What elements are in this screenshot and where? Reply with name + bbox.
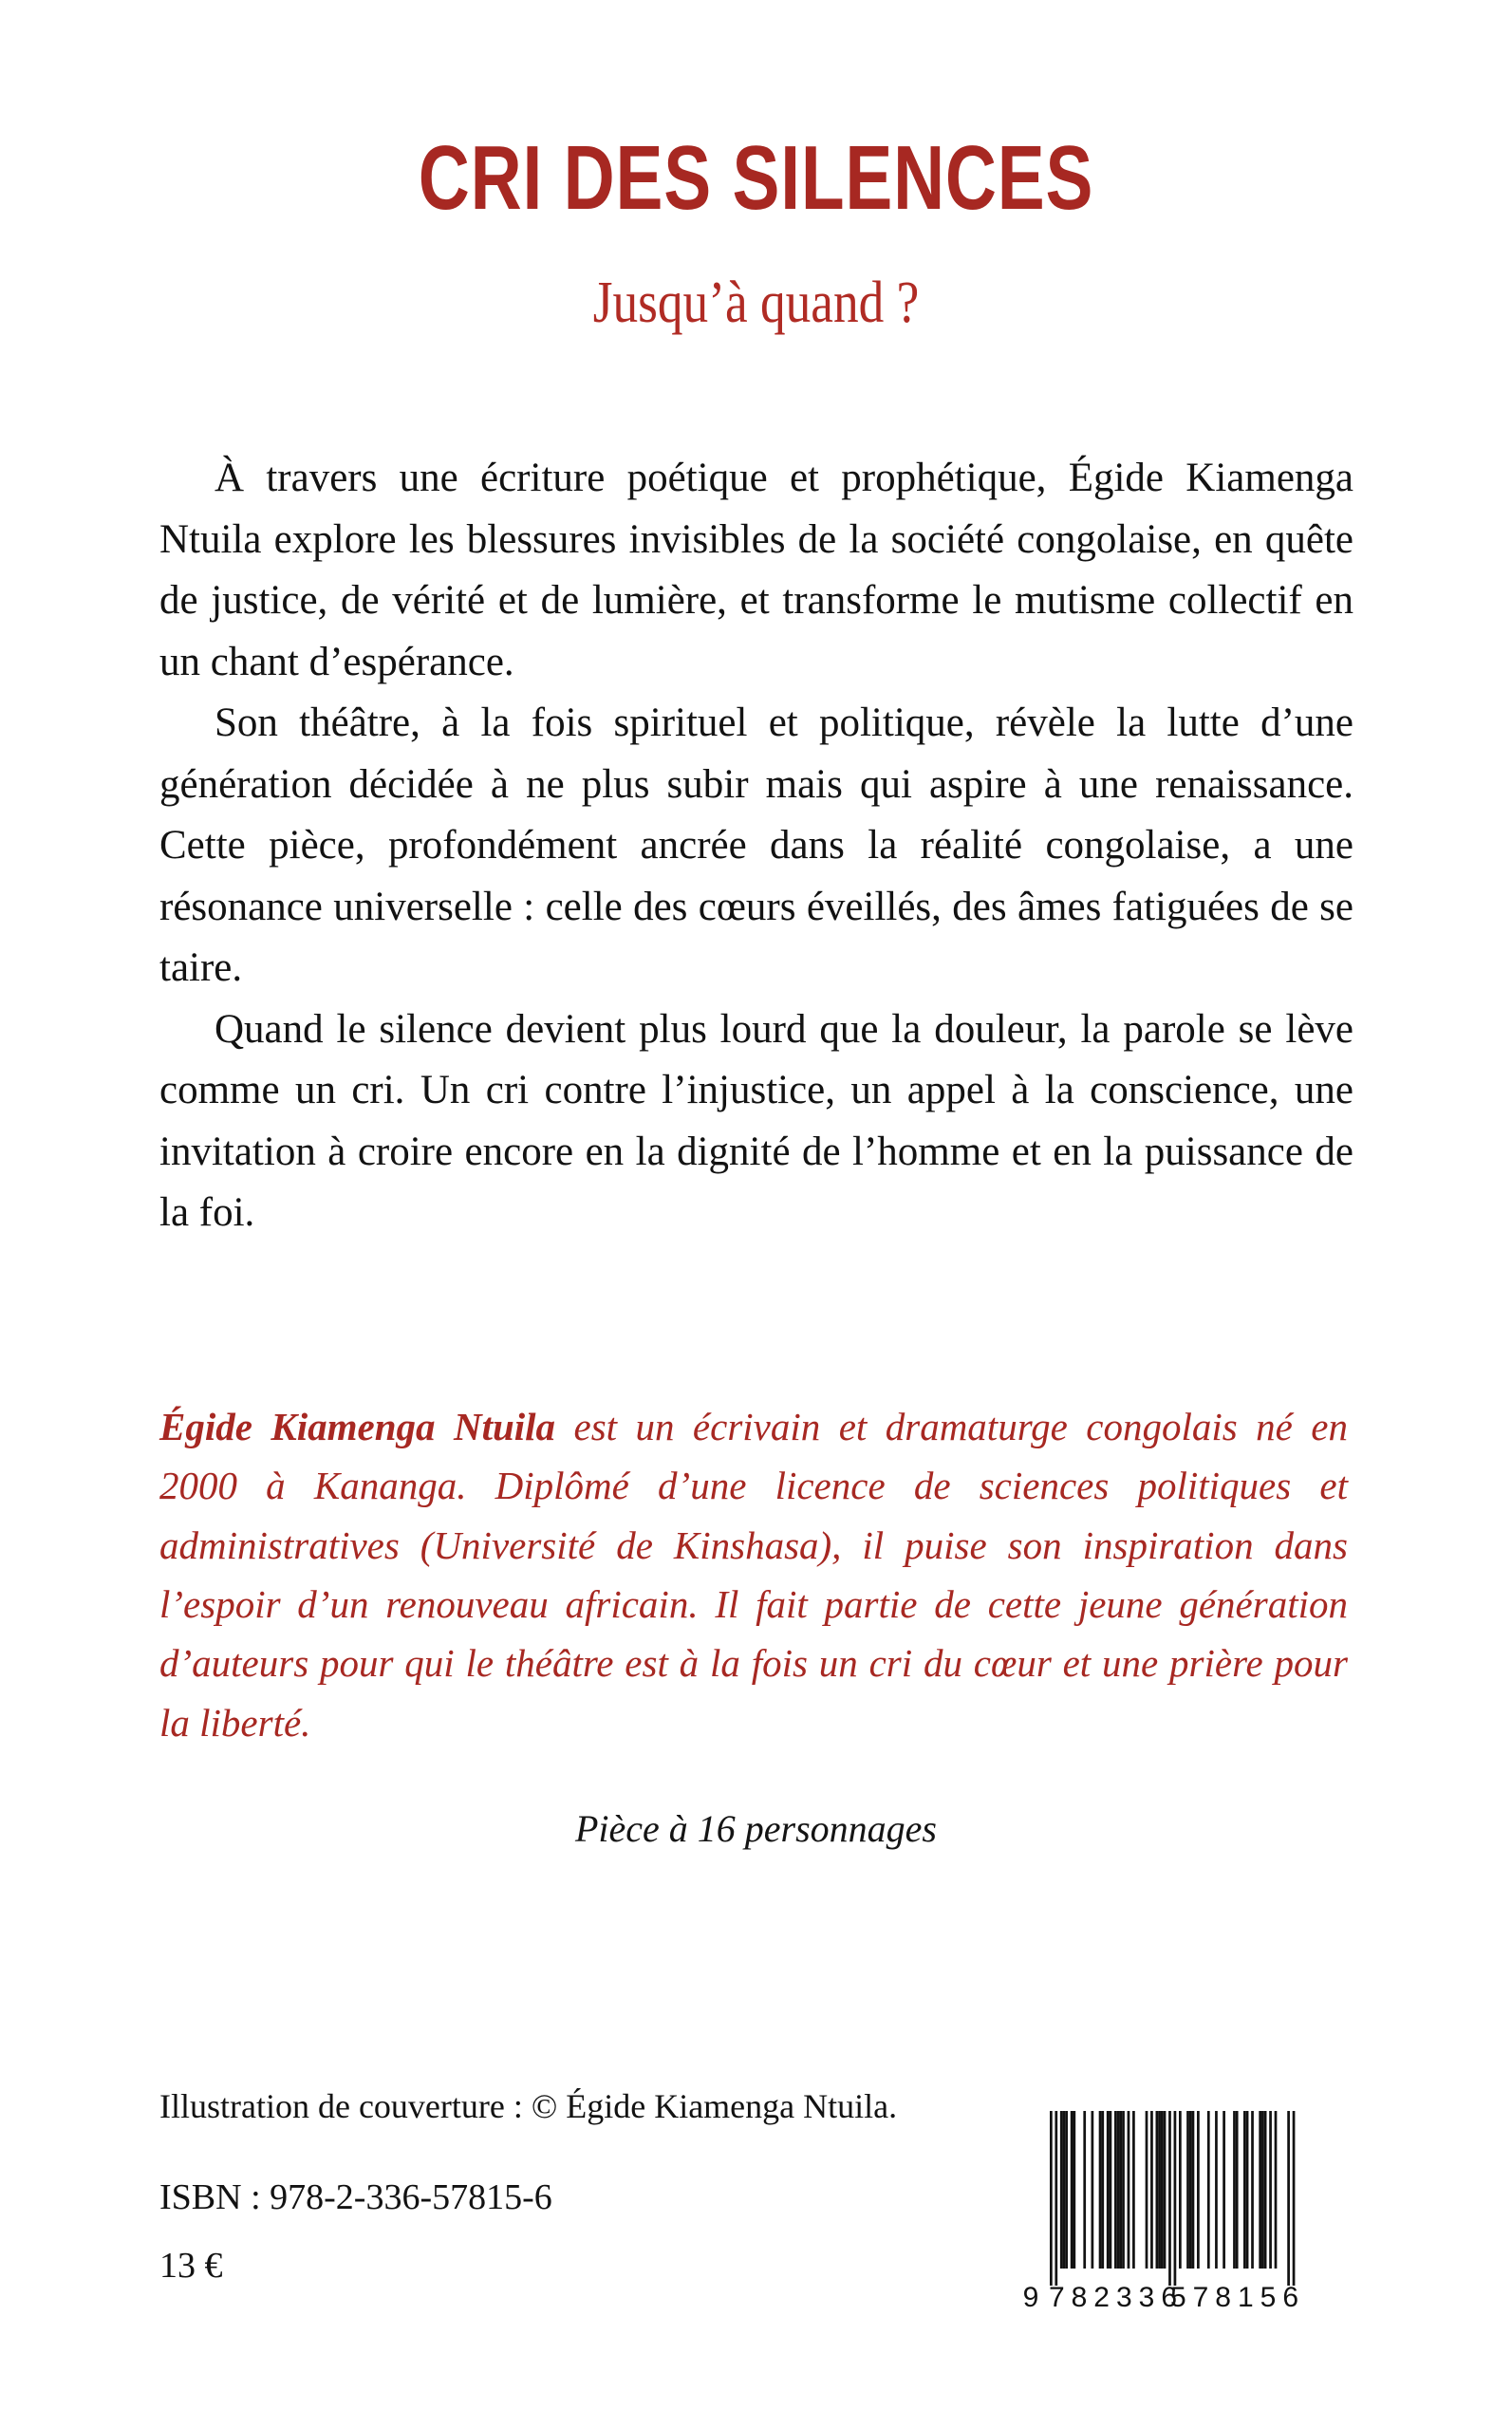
blurb-paragraph: Son théâtre, à la fois spirituel et politique, révèle la lutte d’une génération décidée à ne plus subir mais qui aspire à une renaissance. Cette pièce, profondément ancrée dans la réalité congolaise, a une résonance universelle : celle des cœurs éveillés, des âmes fatiguées de se taire. (159, 700, 1353, 990)
author-biography-body: est un écrivain et dramaturge congolais né en 2000 à Kananga. Diplômé d’une licence de sciences politiques et administratives (Université de Kinshasa), il puise son inspiration dans l’espoir d’un renouveau africain. Il fait partie de cette jeune génération d’auteurs pour qui le théâtre est à la fois un cri du cœur et une prière pour la liberté. (159, 1405, 1348, 1745)
blurb-paragraph: Quand le silence devient plus lourd que la douleur, la parole se lève comme un cri. Un cri contre l’injustice, un appel à la conscience, une invitation à croire encore en la dignité de l’homme et en la puissance de la foi. (159, 1006, 1353, 1235)
price-label: 13 € (159, 2245, 223, 2286)
cover-illustration-credit: Illustration de couverture : © Égide Kiamenga Ntuila. (159, 2087, 898, 2125)
cast-note: Pièce à 16 personnages (574, 1807, 937, 1850)
blurb-paragraph: À travers une écriture poétique et prophétique, Égide Kiamenga Ntuila explore les blessures invisibles de la société congolaise, en quête de justice, de vérité et de lumière, et transforme le mutisme collectif en un chant d’espérance. (159, 456, 1353, 684)
page-subtitle: Jusqu’à quand ? (592, 271, 920, 335)
page-title: CRI DES SILENCES (418, 127, 1094, 229)
author-biography (159, 1397, 1348, 1752)
svg-text:578156: 578156 (1169, 2282, 1306, 2312)
svg-text:9: 9 (1022, 2282, 1039, 2312)
blurb-text (159, 448, 1353, 1244)
footer-metadata (159, 2086, 995, 2288)
isbn-label: ISBN : 978-2-336-57815-6 (159, 2177, 552, 2218)
barcode-icon (1010, 2103, 1329, 2312)
author-biography-paragraph (159, 1397, 1348, 1752)
svg-text:782336: 782336 (1048, 2282, 1185, 2312)
author-name: Égide Kiamenga Ntuila (159, 1405, 556, 1448)
ean13-barcode (1010, 2103, 1329, 2312)
title-block (0, 127, 1512, 335)
